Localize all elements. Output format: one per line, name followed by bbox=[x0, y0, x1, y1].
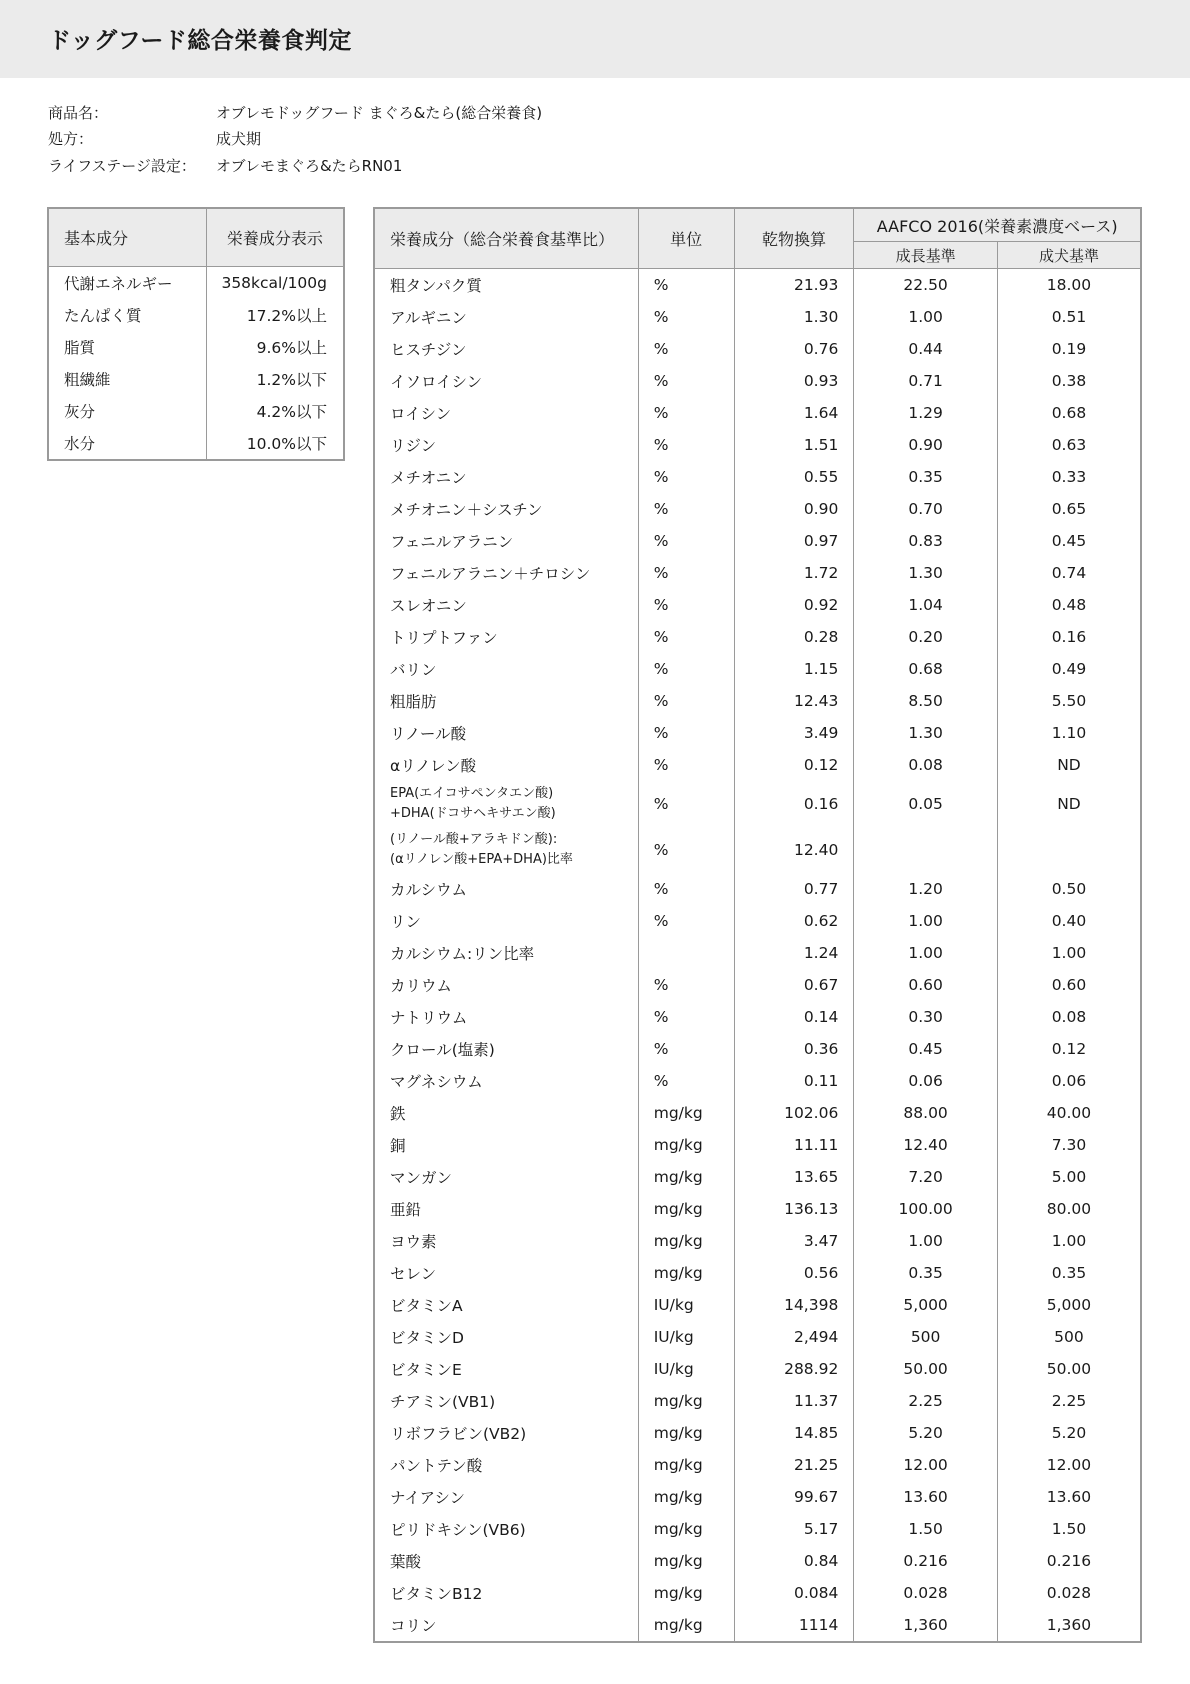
unit-cell bbox=[638, 937, 734, 969]
unit-cell: % bbox=[638, 269, 734, 302]
header-unit: 単位 bbox=[638, 208, 734, 269]
dry-matter-cell: 11.37 bbox=[734, 1385, 854, 1417]
growth-cell: 1.20 bbox=[854, 873, 998, 905]
growth-cell: 0.90 bbox=[854, 429, 998, 461]
table-row bbox=[374, 1129, 1141, 1161]
nutrient-name: ナイアシン bbox=[390, 1489, 465, 1507]
nutrient-name: カリウム bbox=[390, 977, 452, 995]
life-stage-value: オブレモまぐろ&たらRN01 bbox=[216, 156, 403, 175]
adult-cell: 0.16 bbox=[997, 621, 1141, 653]
dry-matter-cell: 12.40 bbox=[734, 827, 854, 873]
adult-cell: 0.49 bbox=[997, 653, 1141, 685]
growth-cell: 5.20 bbox=[854, 1417, 998, 1449]
dry-matter-cell: 1.51 bbox=[734, 429, 854, 461]
adult-cell: 1.10 bbox=[997, 717, 1141, 749]
growth-cell: 1.00 bbox=[854, 301, 998, 333]
table-row bbox=[48, 427, 344, 460]
adult-cell: 0.74 bbox=[997, 557, 1141, 589]
adult-cell: 5,000 bbox=[997, 1289, 1141, 1321]
growth-cell: 0.44 bbox=[854, 333, 998, 365]
unit-cell: mg/kg bbox=[638, 1481, 734, 1513]
table-row bbox=[374, 269, 1141, 302]
adult-cell: 0.33 bbox=[997, 461, 1141, 493]
dry-matter-cell: 0.84 bbox=[734, 1545, 854, 1577]
nutrient-name: リン bbox=[390, 913, 422, 931]
nutrient-name: スレオニン bbox=[390, 597, 467, 615]
nutrient-name: ロイシン bbox=[390, 405, 452, 423]
unit-cell: % bbox=[638, 873, 734, 905]
unit-cell: % bbox=[638, 653, 734, 685]
table-row bbox=[374, 1385, 1141, 1417]
table-row bbox=[374, 1225, 1141, 1257]
table-row bbox=[374, 1097, 1141, 1129]
basic-table-body bbox=[48, 267, 344, 461]
adult-cell: 18.00 bbox=[997, 269, 1141, 302]
unit-cell: mg/kg bbox=[638, 1545, 734, 1577]
adult-cell: ND bbox=[997, 749, 1141, 781]
table-row bbox=[374, 1321, 1141, 1353]
growth-cell: 12.00 bbox=[854, 1449, 998, 1481]
adult-cell: 0.50 bbox=[997, 873, 1141, 905]
table-row bbox=[374, 397, 1141, 429]
unit-cell: % bbox=[638, 397, 734, 429]
table-row bbox=[374, 717, 1141, 749]
growth-cell: 1.29 bbox=[854, 397, 998, 429]
adult-cell: 40.00 bbox=[997, 1097, 1141, 1129]
unit-cell: mg/kg bbox=[638, 1577, 734, 1609]
adult-cell: 7.30 bbox=[997, 1129, 1141, 1161]
growth-cell: 0.35 bbox=[854, 1257, 998, 1289]
dry-matter-cell: 0.93 bbox=[734, 365, 854, 397]
page-title: ドッグフード総合栄養食判定 bbox=[48, 28, 352, 54]
dry-matter-cell: 0.084 bbox=[734, 1577, 854, 1609]
dry-matter-cell: 3.47 bbox=[734, 1225, 854, 1257]
component-name: 代謝エネルギー bbox=[48, 267, 206, 300]
adult-cell: 0.12 bbox=[997, 1033, 1141, 1065]
table-row bbox=[374, 461, 1141, 493]
nutrient-name: チアミン(VB1) bbox=[390, 1393, 496, 1411]
adult-cell: ND bbox=[997, 781, 1141, 827]
table-row bbox=[48, 331, 344, 363]
table-row bbox=[374, 1161, 1141, 1193]
growth-cell: 0.83 bbox=[854, 525, 998, 557]
adult-cell: 2.25 bbox=[997, 1385, 1141, 1417]
unit-cell: mg/kg bbox=[638, 1449, 734, 1481]
growth-cell bbox=[854, 827, 998, 873]
adult-cell: 50.00 bbox=[997, 1353, 1141, 1385]
adult-cell: 13.60 bbox=[997, 1481, 1141, 1513]
growth-cell: 1.30 bbox=[854, 717, 998, 749]
nutrient-name: 粗脂肪 bbox=[390, 693, 437, 711]
growth-cell: 5,000 bbox=[854, 1289, 998, 1321]
unit-cell: IU/kg bbox=[638, 1353, 734, 1385]
table-row bbox=[374, 969, 1141, 1001]
dry-matter-cell: 1.72 bbox=[734, 557, 854, 589]
dry-matter-cell: 102.06 bbox=[734, 1097, 854, 1129]
nutrient-name: セレン bbox=[390, 1265, 437, 1283]
nutrient-name: リジン bbox=[390, 437, 437, 455]
table-row bbox=[48, 363, 344, 395]
dry-matter-cell: 0.55 bbox=[734, 461, 854, 493]
adult-cell: 5.00 bbox=[997, 1161, 1141, 1193]
growth-cell: 1.00 bbox=[854, 905, 998, 937]
growth-cell: 1.30 bbox=[854, 557, 998, 589]
growth-cell: 0.45 bbox=[854, 1033, 998, 1065]
nutrient-name: 亜鉛 bbox=[390, 1201, 422, 1219]
unit-cell: % bbox=[638, 781, 734, 827]
table-row bbox=[374, 493, 1141, 525]
unit-cell: mg/kg bbox=[638, 1225, 734, 1257]
table-row bbox=[374, 1417, 1141, 1449]
nutrient-name: αリノレン酸 bbox=[390, 757, 477, 775]
nutrient-name: リボフラビン(VB2) bbox=[390, 1425, 527, 1443]
dry-matter-cell: 99.67 bbox=[734, 1481, 854, 1513]
title-bar bbox=[0, 0, 1190, 78]
header-aafco: AAFCO 2016(栄養素濃度ベース) bbox=[854, 208, 1141, 242]
dry-matter-cell: 0.67 bbox=[734, 969, 854, 1001]
nutrient-name-line2: (αリノレン酸+EPA+DHA)比率 bbox=[390, 852, 573, 867]
table-row bbox=[374, 429, 1141, 461]
dry-matter-cell: 1.30 bbox=[734, 301, 854, 333]
dry-matter-cell: 14,398 bbox=[734, 1289, 854, 1321]
adult-cell: 0.38 bbox=[997, 365, 1141, 397]
dry-matter-cell: 3.49 bbox=[734, 717, 854, 749]
table-row bbox=[374, 333, 1141, 365]
dry-matter-cell: 0.36 bbox=[734, 1033, 854, 1065]
component-value: 10.0%以下 bbox=[246, 435, 327, 453]
growth-cell: 88.00 bbox=[854, 1097, 998, 1129]
dry-matter-cell: 11.11 bbox=[734, 1129, 854, 1161]
unit-cell: % bbox=[638, 493, 734, 525]
unit-cell: % bbox=[638, 827, 734, 873]
dry-matter-cell: 1.64 bbox=[734, 397, 854, 429]
table-row bbox=[374, 1353, 1141, 1385]
dry-matter-cell: 0.97 bbox=[734, 525, 854, 557]
dry-matter-cell: 0.16 bbox=[734, 781, 854, 827]
dry-matter-cell: 0.90 bbox=[734, 493, 854, 525]
product-name-row bbox=[48, 99, 542, 126]
unit-cell: % bbox=[638, 969, 734, 1001]
dry-matter-cell: 1114 bbox=[734, 1609, 854, 1642]
growth-cell: 1.04 bbox=[854, 589, 998, 621]
table-row bbox=[374, 1481, 1141, 1513]
nutrient-name: 鉄 bbox=[390, 1105, 406, 1123]
adult-cell: 1.00 bbox=[997, 937, 1141, 969]
adult-cell: 0.51 bbox=[997, 301, 1141, 333]
unit-cell: mg/kg bbox=[638, 1257, 734, 1289]
unit-cell: mg/kg bbox=[638, 1385, 734, 1417]
adult-cell: 0.48 bbox=[997, 589, 1141, 621]
growth-cell: 0.216 bbox=[854, 1545, 998, 1577]
nutrient-name: イソロイシン bbox=[390, 373, 483, 391]
unit-cell: % bbox=[638, 621, 734, 653]
nutrient-name: コリン bbox=[390, 1617, 437, 1635]
adult-cell: 1,360 bbox=[997, 1609, 1141, 1642]
table-row bbox=[374, 1289, 1141, 1321]
component-value: 17.2%以上 bbox=[246, 307, 327, 325]
adult-cell: 0.35 bbox=[997, 1257, 1141, 1289]
growth-cell: 0.05 bbox=[854, 781, 998, 827]
table-row bbox=[374, 873, 1141, 905]
growth-cell: 0.20 bbox=[854, 621, 998, 653]
table-row bbox=[374, 621, 1141, 653]
growth-cell: 0.08 bbox=[854, 749, 998, 781]
dry-matter-cell: 1.15 bbox=[734, 653, 854, 685]
dry-matter-cell: 0.28 bbox=[734, 621, 854, 653]
table-row bbox=[48, 299, 344, 331]
dry-matter-cell: 2,494 bbox=[734, 1321, 854, 1353]
nutrient-name-line2: +DHA(ドコサヘキサエン酸) bbox=[390, 806, 556, 821]
unit-cell: mg/kg bbox=[638, 1193, 734, 1225]
unit-cell: % bbox=[638, 461, 734, 493]
table-row bbox=[374, 301, 1141, 333]
nutrient-name: バリン bbox=[390, 661, 437, 679]
unit-cell: mg/kg bbox=[638, 1417, 734, 1449]
component-value: 9.6%以上 bbox=[256, 339, 327, 357]
component-name: 脂質 bbox=[48, 331, 206, 363]
nutrient-name: 粗タンパク質 bbox=[390, 277, 482, 295]
component-name: たんぱく質 bbox=[48, 299, 206, 331]
growth-cell: 0.71 bbox=[854, 365, 998, 397]
dry-matter-cell: 1.24 bbox=[734, 937, 854, 969]
table-row bbox=[374, 1257, 1141, 1289]
table-row bbox=[374, 1577, 1141, 1609]
nutrient-name: 銅 bbox=[390, 1137, 406, 1155]
unit-cell: % bbox=[638, 365, 734, 397]
nutrient-table-body bbox=[374, 269, 1141, 1643]
formula-row bbox=[48, 126, 542, 153]
adult-cell: 500 bbox=[997, 1321, 1141, 1353]
nutrient-name: カルシウム:リン比率 bbox=[390, 945, 535, 963]
nutrient-name: ビタミンA bbox=[390, 1297, 463, 1315]
growth-cell: 0.028 bbox=[854, 1577, 998, 1609]
growth-cell: 1,360 bbox=[854, 1609, 998, 1642]
nutrient-name: ナトリウム bbox=[390, 1009, 468, 1027]
component-name: 粗繊維 bbox=[48, 363, 206, 395]
unit-cell: % bbox=[638, 333, 734, 365]
growth-cell: 22.50 bbox=[854, 269, 998, 302]
unit-cell: IU/kg bbox=[638, 1321, 734, 1353]
basic-header-component: 基本成分 bbox=[48, 208, 206, 267]
component-name: 灰分 bbox=[48, 395, 206, 427]
adult-cell: 80.00 bbox=[997, 1193, 1141, 1225]
unit-cell: % bbox=[638, 589, 734, 621]
adult-cell: 5.20 bbox=[997, 1417, 1141, 1449]
product-name-value: オブレモドッグフード まぐろ&たら(総合栄養食) bbox=[216, 103, 543, 122]
formula-value: 成犬期 bbox=[216, 130, 262, 149]
table-row bbox=[374, 589, 1141, 621]
unit-cell: mg/kg bbox=[638, 1129, 734, 1161]
component-name: 水分 bbox=[48, 427, 206, 460]
dry-matter-cell: 0.56 bbox=[734, 1257, 854, 1289]
growth-cell: 1.00 bbox=[854, 937, 998, 969]
unit-cell: % bbox=[638, 905, 734, 937]
growth-cell: 0.35 bbox=[854, 461, 998, 493]
dry-matter-cell: 14.85 bbox=[734, 1417, 854, 1449]
nutrient-name: 葉酸 bbox=[390, 1553, 422, 1571]
adult-cell: 0.60 bbox=[997, 969, 1141, 1001]
growth-cell: 1.50 bbox=[854, 1513, 998, 1545]
table-row bbox=[374, 1513, 1141, 1545]
adult-cell: 0.028 bbox=[997, 1577, 1141, 1609]
table-row bbox=[374, 557, 1141, 589]
table-row bbox=[374, 937, 1141, 969]
table-row bbox=[374, 685, 1141, 717]
component-value: 358kcal/100g bbox=[221, 274, 327, 292]
header-dry-matter: 乾物換算 bbox=[734, 208, 854, 269]
unit-cell: % bbox=[638, 717, 734, 749]
dry-matter-cell: 0.12 bbox=[734, 749, 854, 781]
table-row bbox=[374, 1609, 1141, 1642]
nutrient-name: メチオニン bbox=[390, 469, 467, 487]
adult-cell: 0.65 bbox=[997, 493, 1141, 525]
adult-cell: 0.68 bbox=[997, 397, 1141, 429]
nutrient-name: クロール(塩素) bbox=[390, 1041, 495, 1059]
table-row bbox=[374, 1065, 1141, 1097]
growth-cell: 0.60 bbox=[854, 969, 998, 1001]
table-row bbox=[374, 1193, 1141, 1225]
growth-cell: 50.00 bbox=[854, 1353, 998, 1385]
unit-cell: mg/kg bbox=[638, 1513, 734, 1545]
dry-matter-cell: 0.14 bbox=[734, 1001, 854, 1033]
table-row bbox=[374, 1033, 1141, 1065]
dry-matter-cell: 0.77 bbox=[734, 873, 854, 905]
adult-cell: 0.40 bbox=[997, 905, 1141, 937]
product-name-label: 商品名： bbox=[48, 103, 109, 122]
nutrient-name: パントテン酸 bbox=[390, 1457, 483, 1475]
nutrient-name: フェニルアラニン bbox=[390, 533, 514, 551]
nutrient-name-line1: EPA(エイコサペンタエン酸) bbox=[390, 786, 554, 801]
unit-cell: mg/kg bbox=[638, 1609, 734, 1642]
table-row bbox=[48, 395, 344, 427]
adult-cell: 0.08 bbox=[997, 1001, 1141, 1033]
nutrient-name-line1: (リノール酸+アラキドン酸): bbox=[390, 832, 558, 847]
nutrient-name: ピリドキシン(VB6) bbox=[390, 1521, 526, 1539]
dry-matter-cell: 288.92 bbox=[734, 1353, 854, 1385]
nutrient-name: ヒスチジン bbox=[390, 341, 467, 359]
unit-cell: % bbox=[638, 1033, 734, 1065]
adult-cell: 0.19 bbox=[997, 333, 1141, 365]
table-row bbox=[374, 781, 1141, 827]
table-row bbox=[374, 365, 1141, 397]
growth-cell: 8.50 bbox=[854, 685, 998, 717]
nutrient-name: ヨウ素 bbox=[390, 1233, 437, 1251]
dry-matter-cell: 13.65 bbox=[734, 1161, 854, 1193]
unit-cell: mg/kg bbox=[638, 1161, 734, 1193]
product-info bbox=[48, 99, 542, 179]
table-row bbox=[374, 525, 1141, 557]
table-row bbox=[374, 905, 1141, 937]
unit-cell: IU/kg bbox=[638, 1289, 734, 1321]
growth-cell: 1.00 bbox=[854, 1225, 998, 1257]
growth-cell: 0.70 bbox=[854, 493, 998, 525]
nutrient-name: アルギニン bbox=[390, 309, 467, 327]
unit-cell: % bbox=[638, 525, 734, 557]
table-row bbox=[374, 653, 1141, 685]
table-row bbox=[48, 267, 344, 300]
adult-cell: 0.45 bbox=[997, 525, 1141, 557]
dry-matter-cell: 0.92 bbox=[734, 589, 854, 621]
nutrient-name: マンガン bbox=[390, 1169, 453, 1187]
unit-cell: % bbox=[638, 1065, 734, 1097]
formula-label: 処方： bbox=[48, 130, 94, 149]
unit-cell: % bbox=[638, 557, 734, 589]
table-row bbox=[374, 1545, 1141, 1577]
nutrient-table bbox=[373, 207, 1142, 1643]
nutrient-name: リノール酸 bbox=[390, 725, 467, 743]
adult-cell: 0.216 bbox=[997, 1545, 1141, 1577]
component-value: 1.2%以下 bbox=[256, 371, 327, 389]
dry-matter-cell: 5.17 bbox=[734, 1513, 854, 1545]
growth-cell: 0.30 bbox=[854, 1001, 998, 1033]
nutrient-name: ビタミンE bbox=[390, 1361, 462, 1379]
header-adult: 成犬基準 bbox=[997, 242, 1141, 269]
adult-cell: 1.00 bbox=[997, 1225, 1141, 1257]
basic-header-label-value: 栄養成分表示 bbox=[206, 208, 344, 267]
table-row bbox=[374, 1449, 1141, 1481]
growth-cell: 500 bbox=[854, 1321, 998, 1353]
growth-cell: 100.00 bbox=[854, 1193, 998, 1225]
nutrient-name: ビタミンB12 bbox=[390, 1585, 483, 1603]
nutrient-name: メチオニン＋シスチン bbox=[390, 501, 543, 519]
adult-cell: 0.63 bbox=[997, 429, 1141, 461]
nutrient-name: カルシウム bbox=[390, 881, 467, 899]
nutrient-name: マグネシウム bbox=[390, 1073, 483, 1091]
header-nutrient: 栄養成分（総合栄養食基準比） bbox=[374, 208, 638, 269]
basic-components-table bbox=[47, 207, 345, 461]
nutrient-name bbox=[374, 827, 638, 873]
unit-cell: mg/kg bbox=[638, 1097, 734, 1129]
nutrient-name: トリプトファン bbox=[390, 629, 498, 647]
nutrient-name bbox=[374, 781, 638, 827]
dry-matter-cell: 12.43 bbox=[734, 685, 854, 717]
nutrient-name: ビタミンD bbox=[390, 1329, 464, 1347]
dry-matter-cell: 0.11 bbox=[734, 1065, 854, 1097]
adult-cell: 12.00 bbox=[997, 1449, 1141, 1481]
unit-cell: % bbox=[638, 749, 734, 781]
adult-cell: 0.06 bbox=[997, 1065, 1141, 1097]
growth-cell: 0.06 bbox=[854, 1065, 998, 1097]
unit-cell: % bbox=[638, 301, 734, 333]
life-stage-label: ライフステージ設定： bbox=[48, 156, 196, 175]
dry-matter-cell: 21.93 bbox=[734, 269, 854, 302]
dry-matter-cell: 0.62 bbox=[734, 905, 854, 937]
table-row bbox=[374, 827, 1141, 873]
growth-cell: 0.68 bbox=[854, 653, 998, 685]
growth-cell: 7.20 bbox=[854, 1161, 998, 1193]
growth-cell: 13.60 bbox=[854, 1481, 998, 1513]
adult-cell: 1.50 bbox=[997, 1513, 1141, 1545]
dry-matter-cell: 136.13 bbox=[734, 1193, 854, 1225]
adult-cell bbox=[997, 827, 1141, 873]
nutrient-name: フェニルアラニン＋チロシン bbox=[390, 565, 591, 583]
dry-matter-cell: 0.76 bbox=[734, 333, 854, 365]
life-stage-row bbox=[48, 152, 542, 179]
table-row bbox=[374, 1001, 1141, 1033]
unit-cell: % bbox=[638, 429, 734, 461]
table-row bbox=[374, 749, 1141, 781]
growth-cell: 12.40 bbox=[854, 1129, 998, 1161]
growth-cell: 2.25 bbox=[854, 1385, 998, 1417]
unit-cell: % bbox=[638, 685, 734, 717]
header-growth: 成長基準 bbox=[854, 242, 998, 269]
unit-cell: % bbox=[638, 1001, 734, 1033]
adult-cell: 5.50 bbox=[997, 685, 1141, 717]
dry-matter-cell: 21.25 bbox=[734, 1449, 854, 1481]
component-value: 4.2%以下 bbox=[256, 403, 327, 421]
